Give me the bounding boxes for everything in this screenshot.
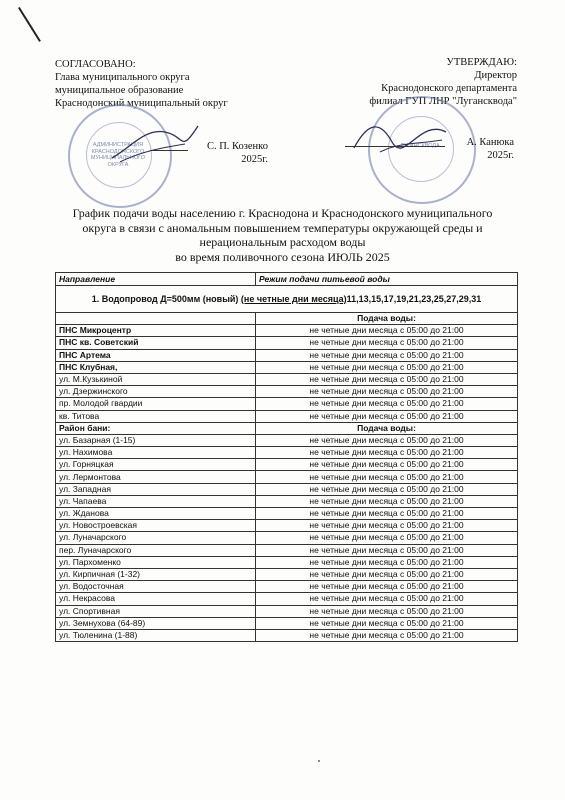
location-name: ул. Земнухова (64-89) (56, 617, 256, 629)
table-row (56, 520, 518, 532)
signature-left (110, 118, 200, 168)
schedule-text: не четные дни месяца с 05:00 до 21:00 (256, 410, 518, 422)
location-name: ул. Луначарского (56, 532, 256, 544)
group-label-row (56, 422, 518, 434)
location-name: ул. Кирпичная (1-32) (56, 568, 256, 580)
title-line: нерациональным расходом воды (199, 235, 366, 249)
approval-line: Директор (474, 70, 517, 81)
group-label-row (56, 313, 518, 325)
location-name: ул. Дзержинского (56, 386, 256, 398)
table-row (56, 373, 518, 385)
location-name: ул. Горняцкая (56, 459, 256, 471)
schedule-text: не четные дни месяца с 05:00 до 21:00 (256, 605, 518, 617)
location-name: ул. Нахимова (56, 447, 256, 459)
location-name: ул. Жданова (56, 508, 256, 520)
schedule-text: не четные дни месяца с 05:00 до 21:00 (256, 361, 518, 373)
schedule-text: не четные дни месяца с 05:00 до 21:00 (256, 495, 518, 507)
schedule-text: не четные дни месяца с 05:00 до 21:00 (256, 434, 518, 446)
approval-block-left (55, 58, 228, 110)
table-row (56, 361, 518, 373)
table-row (56, 349, 518, 361)
location-name: ПНС Артема (56, 349, 256, 361)
schedule-text: не четные дни месяца с 05:00 до 21:00 (256, 520, 518, 532)
stamp-left-text: АДМИНИСТРАЦИЯ КРАСНОДОНСКОГО МУНИЦИПАЛЬНОГО ОКРУГА (90, 142, 146, 168)
schedule-text: не четные дни месяца с 05:00 до 21:00 (256, 459, 518, 471)
document-title (30, 206, 535, 264)
location-name: кв. Титова (56, 410, 256, 422)
schedule-text: не четные дни месяца с 05:00 до 21:00 (256, 532, 518, 544)
table-row (56, 508, 518, 520)
table-row (56, 410, 518, 422)
table-row (56, 337, 518, 349)
schedule-text: не четные дни месяца с 05:00 до 21:00 (256, 386, 518, 398)
approval-line: Глава муниципального округа (55, 72, 190, 83)
signer-year: 2025г. (487, 150, 514, 161)
table-row (56, 483, 518, 495)
signer-left (190, 140, 268, 166)
schedule-text: не четные дни месяца с 05:00 до 21:00 (256, 471, 518, 483)
schedule-text: не четные дни месяца с 05:00 до 21:00 (256, 398, 518, 410)
supply-label: Подача воды: (256, 313, 518, 325)
location-name: ул. Пархоменко (56, 556, 256, 568)
location-name: ул. Спортивная (56, 605, 256, 617)
signer-name: А. Канюка (466, 137, 514, 148)
schedule-text: не четные дни месяца с 05:00 до 21:00 (256, 447, 518, 459)
table-row (56, 447, 518, 459)
schedule-text: не четные дни месяца с 05:00 до 21:00 (256, 325, 518, 337)
location-name: пер. Луначарского (56, 544, 256, 556)
signer-right (452, 136, 514, 162)
scan-speck (318, 760, 320, 762)
location-name: ул. Лермонтова (56, 471, 256, 483)
location-name: ул. Водосточная (56, 581, 256, 593)
column-header-mode: Режим подачи питьевой воды (256, 273, 518, 286)
schedule-text: не четные дни месяца с 05:00 до 21:00 (256, 508, 518, 520)
section-row (56, 286, 518, 313)
location-name: пр. Молодой гвардии (56, 398, 256, 410)
title-line: во время поливочного сезона ИЮЛЬ 2025 (175, 249, 390, 264)
schedule-text: не четные дни месяца с 05:00 до 21:00 (256, 349, 518, 361)
column-header-direction: Направление (56, 273, 256, 286)
title-line: График подачи воды населению г. Краснодона и Краснодонского муниципального (72, 206, 493, 220)
table-row (56, 386, 518, 398)
location-name: ул. Чапаева (56, 495, 256, 507)
table-row (56, 459, 518, 471)
schedule-text: не четные дни месяца с 05:00 до 21:00 (256, 617, 518, 629)
approval-line: муниципальное образование (55, 85, 184, 96)
schedule-text: не четные дни месяца с 05:00 до 21:00 (256, 568, 518, 580)
table-row (56, 398, 518, 410)
signer-year: 2025г. (241, 154, 268, 165)
schedule-text: не четные дни месяца с 05:00 до 21:00 (256, 483, 518, 495)
location-name: ул. Некрасова (56, 593, 256, 605)
signature-line-left (150, 150, 188, 151)
table-row (56, 629, 518, 641)
location-name: ПНС кв. Советский (56, 337, 256, 349)
signer-name: С. П. Козенко (206, 141, 268, 152)
signature-right (350, 112, 450, 156)
table-row (56, 568, 518, 580)
approval-title: УТВЕРЖДАЮ: (446, 57, 517, 68)
district-title: Район бани: (56, 422, 256, 434)
section-title: 1. Водопровод Д=500мм (новый) (не четные дни месяца)11,13,15,17,19,21,23,25,27,29,31 (56, 286, 518, 313)
table-row (56, 593, 518, 605)
schedule-text: не четные дни месяца с 05:00 до 21:00 (256, 593, 518, 605)
table-row (56, 434, 518, 446)
approval-line: филиал ГУП ЛНР "Лугансквода" (369, 96, 517, 107)
location-name: ул. Базарная (1-15) (56, 434, 256, 446)
scan-mark (18, 7, 41, 42)
stamp-right-text: ЛУГАНСКВОДА (400, 143, 440, 149)
location-name: ул. Западная (56, 483, 256, 495)
supply-label: Подача воды: (256, 422, 518, 434)
table-row (56, 532, 518, 544)
table-row (56, 581, 518, 593)
schedule-text: не четные дни месяца с 05:00 до 21:00 (256, 373, 518, 385)
table-row (56, 325, 518, 337)
signature-line-right (345, 146, 445, 147)
approval-title: СОГЛАСОВАНО: (55, 59, 136, 70)
table-row (56, 544, 518, 556)
table-row (56, 605, 518, 617)
water-schedule-table (55, 272, 518, 642)
table-row (56, 471, 518, 483)
schedule-text: не четные дни месяца с 05:00 до 21:00 (256, 544, 518, 556)
location-name: ПНС Клубная, (56, 361, 256, 373)
schedule-text: не четные дни месяца с 05:00 до 21:00 (256, 556, 518, 568)
approval-line: Краснодонский муниципальный округ (55, 98, 228, 109)
empty-cell (56, 313, 256, 325)
table-row (56, 617, 518, 629)
table-row (56, 556, 518, 568)
schedule-text: не четные дни месяца с 05:00 до 21:00 (256, 337, 518, 349)
schedule-text: не четные дни месяца с 05:00 до 21:00 (256, 629, 518, 641)
approval-line: Краснодонского департамента (381, 83, 517, 94)
table-row (56, 495, 518, 507)
location-name: ул. М.Кузькиной (56, 373, 256, 385)
schedule-text: не четные дни месяца с 05:00 до 21:00 (256, 581, 518, 593)
location-name: ПНС Микроцентр (56, 325, 256, 337)
title-line: округа в связи с аномальным повышением температуры окружающей среды и (82, 220, 483, 235)
location-name: ул. Новостроевская (56, 520, 256, 532)
location-name: ул. Тюленина (1-88) (56, 629, 256, 641)
